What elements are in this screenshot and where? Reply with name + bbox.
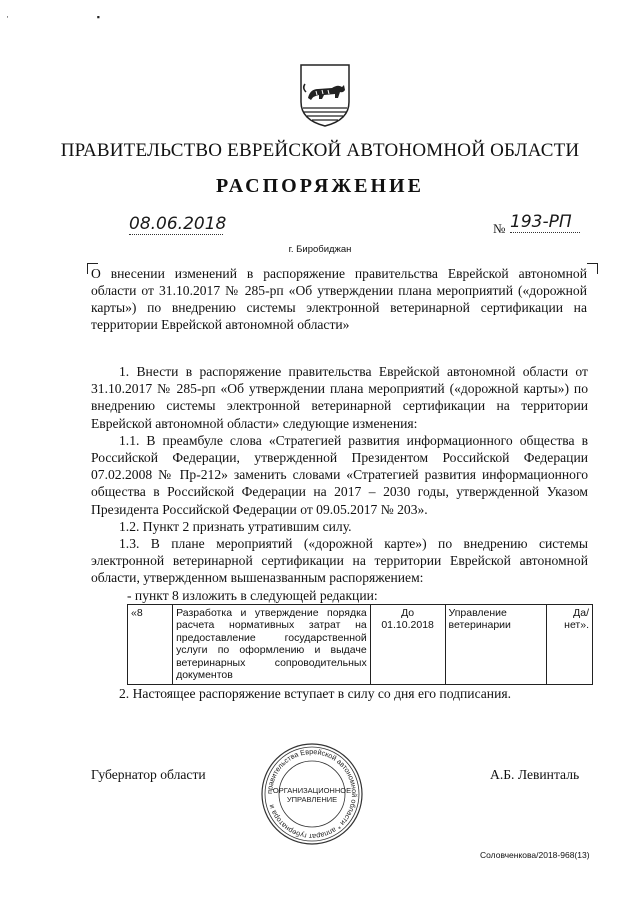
- paragraph-2: 2. Настоящее распоряжение вступает в силу со дня его подписания.: [119, 685, 512, 701]
- table-cell-responsible: Управление ветеринарии: [445, 604, 546, 684]
- organization-title: ПРАВИТЕЛЬСТВО ЕВРЕЙСКОЙ АВТОНОМНОЙ ОБЛАСТИ: [60, 140, 580, 161]
- paragraph-1-2: 1.2. Пункт 2 признать утратившим силу.: [119, 518, 352, 534]
- stamp-ring-text: правительства Еврейской автономной области * аппарат губернатора и: [264, 746, 360, 842]
- signatory-name: А.Б. Левинталь: [490, 767, 580, 782]
- table-cell-deadline: До 01.10.2018: [370, 604, 445, 684]
- issue-city: г. Биробиджан: [288, 244, 352, 255]
- number-prefix: №: [493, 221, 506, 236]
- document-body: [91, 363, 588, 702]
- executor-reference: Соловченкова/2018-968(13): [480, 850, 590, 860]
- official-stamp: [260, 742, 364, 846]
- table-cell-number: «8: [128, 604, 173, 684]
- document-date: 08.06.2018: [129, 214, 227, 234]
- stamp-center-line-1: ОРГАНИЗАЦИОННОЕ: [272, 786, 352, 795]
- scan-mark: · ▪: [6, 12, 100, 22]
- stamp-center-line-2: УПРАВЛЕНИЕ: [286, 795, 338, 804]
- table-cell-status: Да/ нет».: [546, 604, 592, 684]
- table-cell-action: Разработка и утверждение порядка расчета нормативных затрат на предоставление государственной услуги по оформлению и выдаче ветеринарных сопроводительных документов: [173, 604, 371, 684]
- paragraph-item-8-intro: - пункт 8 изложить в следующей редакции:: [127, 587, 378, 603]
- subject-bracket-right: [587, 263, 598, 274]
- document-type-heading: РАСПОРЯЖЕНИЕ: [216, 175, 424, 197]
- paragraph-1-3: 1.3. В плане мероприятий («дорожной карте») по внедрению системы электронной ветеринарной сертификации на территории Еврейской автономной области, утвержденном вышеназванным распоряжением:: [91, 536, 588, 586]
- plan-table: [127, 604, 593, 685]
- coat-of-arms-icon: [298, 62, 352, 128]
- paragraph-1: 1. Внести в распоряжение правительства Еврейской автономной области от 31.10.2017 № 285-рп «Об утверждении плана мероприятий («дорожной карты») по внедрению системы электронной ветеринарной сертификации на территории Еврейской автономной области» следующие изменения:: [91, 364, 588, 431]
- document-number: 193-РП: [510, 212, 580, 233]
- table-row: [128, 604, 593, 684]
- paragraph-1-1: 1.1. В преамбуле слова «Стратегией развития информационного общества в Российской Федерации, утвержденной Президентом Российской Федерации 07.02.2008 № Пр-212» заменить словами «Стратегией развития информационного общества в Российской Федерации на 2017 – 2030 годы, утвержденной Указом Президента Российской Федерации от 09.05.2017 № 203».: [91, 432, 588, 517]
- signatory-role: Губернатор области: [91, 767, 206, 782]
- document-subject: О внесении изменений в распоряжение правительства Еврейской автономной области от 31.10.2017 № 285-рп «Об утверждении плана мероприятий («дорожной карты») по внедрению системы электронной ветеринарной сертификации на территории Еврейской автономной области»: [91, 266, 587, 332]
